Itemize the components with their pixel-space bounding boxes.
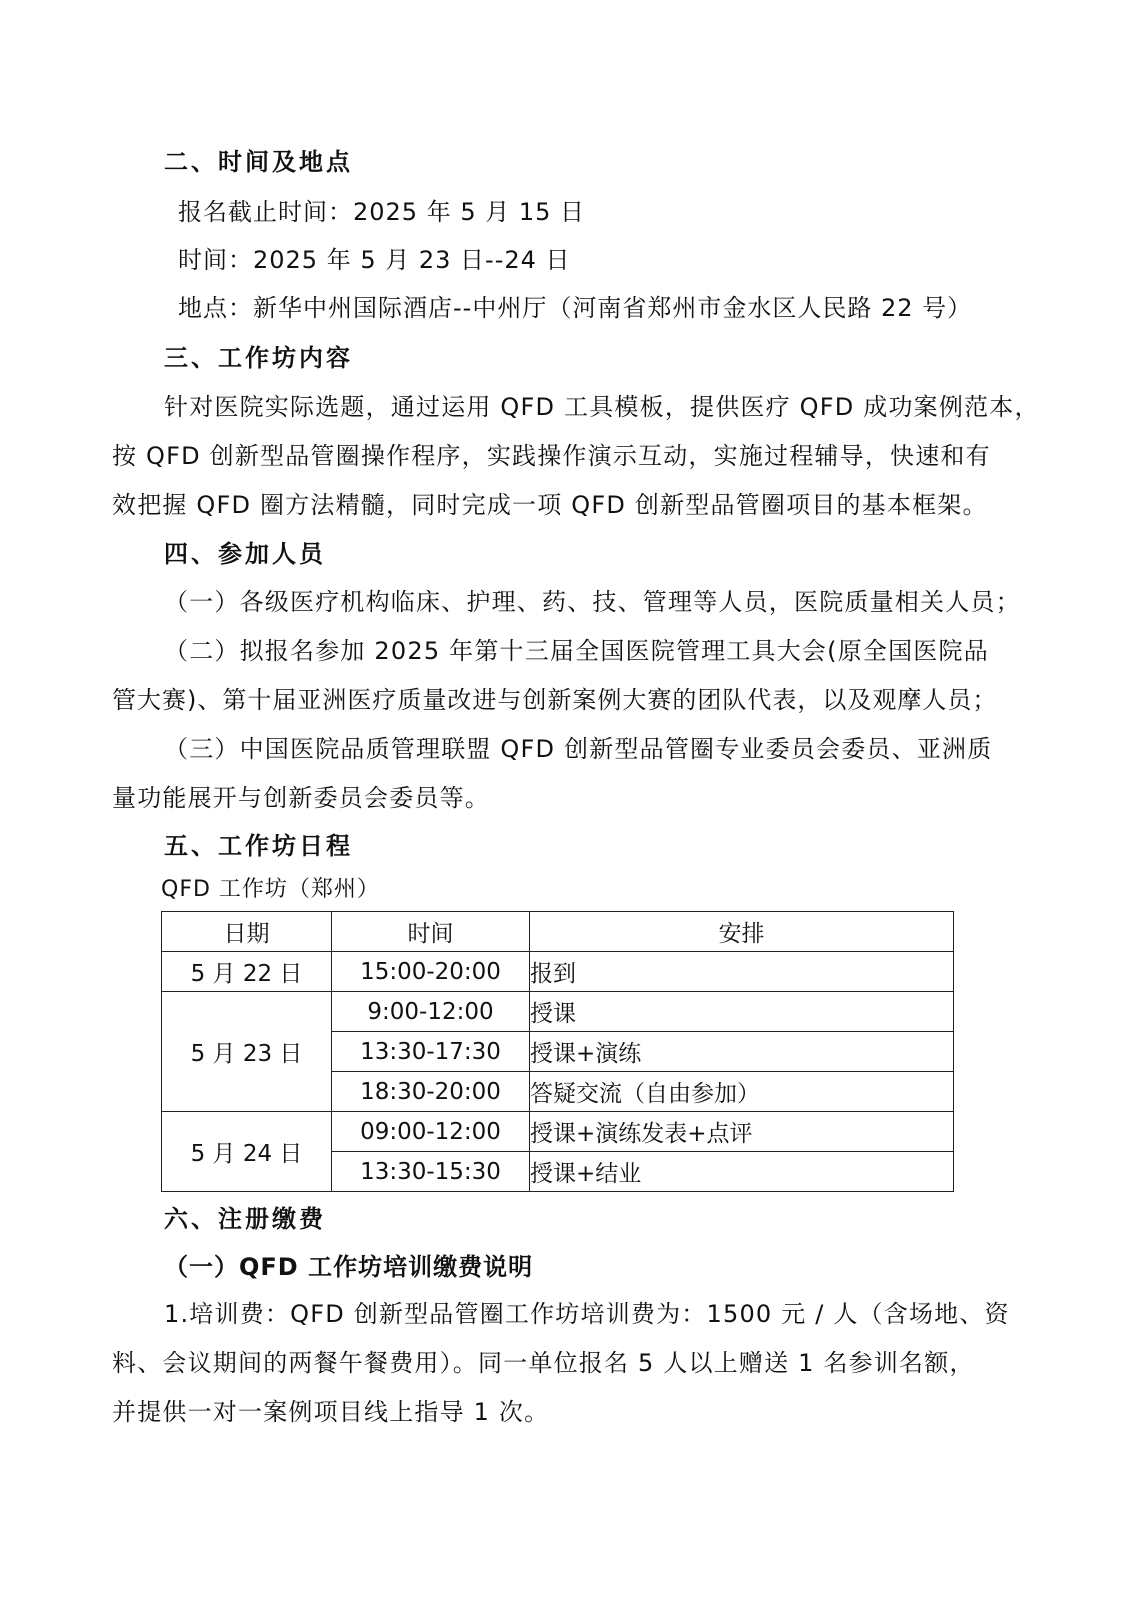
column-header-arrangement: 安排 [530,912,954,952]
registration-deadline: 报名截止时间：2025 年 5 月 15 日 [178,198,586,226]
content-line-2: 按 QFD 创新型品管圈操作程序，实践操作演示互动，实施过程辅导，快速和有 [112,442,991,470]
arrangement-cell: 授课+演练 [530,1032,954,1072]
arrangement-cell: 答疑交流（自由参加） [530,1072,954,1112]
arrangement-cell: 授课+结业 [530,1152,954,1192]
table-header-row [162,912,954,952]
participant-item-1: （一）各级医疗机构临床、护理、药、技、管理等人员，医院质量相关人员； [164,588,1021,616]
section-heading-registration-fee: 六、注册缴费 [164,1205,326,1233]
participant-item-2-line-2: 管大赛)、第十届亚洲医疗质量改进与创新案例大赛的团队代表，以及观摩人员； [112,686,998,714]
event-location: 地点：新华中州国际酒店--中州厅（河南省郑州市金水区人民路 22 号） [178,294,973,322]
section-heading-participants: 四、参加人员 [164,540,326,568]
date-cell: 5 月 24 日 [162,1112,332,1192]
participant-item-3-line-1: （三）中国医院品质管理联盟 QFD 创新型品管圈专业委员会委员、亚洲质 [164,735,993,763]
time-cell: 15:00-20:00 [332,952,530,992]
section-heading-schedule: 五、工作坊日程 [164,832,353,860]
fee-line-2: 料、会议期间的两餐午餐费用）。同一单位报名 5 人以上赠送 1 名参训名额， [112,1349,975,1377]
participant-item-3-line-2: 量功能展开与创新委员会委员等。 [112,784,490,812]
date-cell: 5 月 22 日 [162,952,332,992]
table-row [162,1112,954,1152]
time-cell: 9:00-12:00 [332,992,530,1032]
time-cell: 18:30-20:00 [332,1072,530,1112]
content-line-3: 效把握 QFD 圈方法精髓，同时完成一项 QFD 创新型品管圈项目的基本框架。 [112,491,988,519]
schedule-table [161,911,954,1192]
table-row [162,952,954,992]
participant-item-2-line-1: （二）拟报名参加 2025 年第十三届全国医院管理工具大会(原全国医院品 [164,637,989,665]
column-header-time: 时间 [332,912,530,952]
event-time: 时间：2025 年 5 月 23 日--24 日 [178,246,571,274]
arrangement-cell: 报到 [530,952,954,992]
time-cell: 09:00-12:00 [332,1112,530,1152]
fee-sub-heading: （一）QFD 工作坊培训缴费说明 [164,1253,534,1281]
time-cell: 13:30-17:30 [332,1032,530,1072]
time-cell: 13:30-15:30 [332,1152,530,1192]
fee-line-3: 并提供一对一案例项目线上指导 1 次。 [112,1398,550,1426]
date-cell: 5 月 23 日 [162,992,332,1112]
section-heading-time-location: 二、时间及地点 [164,148,353,176]
schedule-table-caption: QFD 工作坊（郑州） [161,877,380,902]
column-header-date: 日期 [162,912,332,952]
fee-line-1: 1.培训费：QFD 创新型品管圈工作坊培训费为：1500 元 / 人（含场地、资 [164,1300,1010,1328]
arrangement-cell: 授课 [530,992,954,1032]
arrangement-cell: 授课+演练发表+点评 [530,1112,954,1152]
content-line-1: 针对医院实际选题，通过运用 QFD 工具模板，提供医疗 QFD 成功案例范本， [164,393,1040,421]
table-row [162,992,954,1032]
section-heading-workshop-content: 三、工作坊内容 [164,344,353,372]
